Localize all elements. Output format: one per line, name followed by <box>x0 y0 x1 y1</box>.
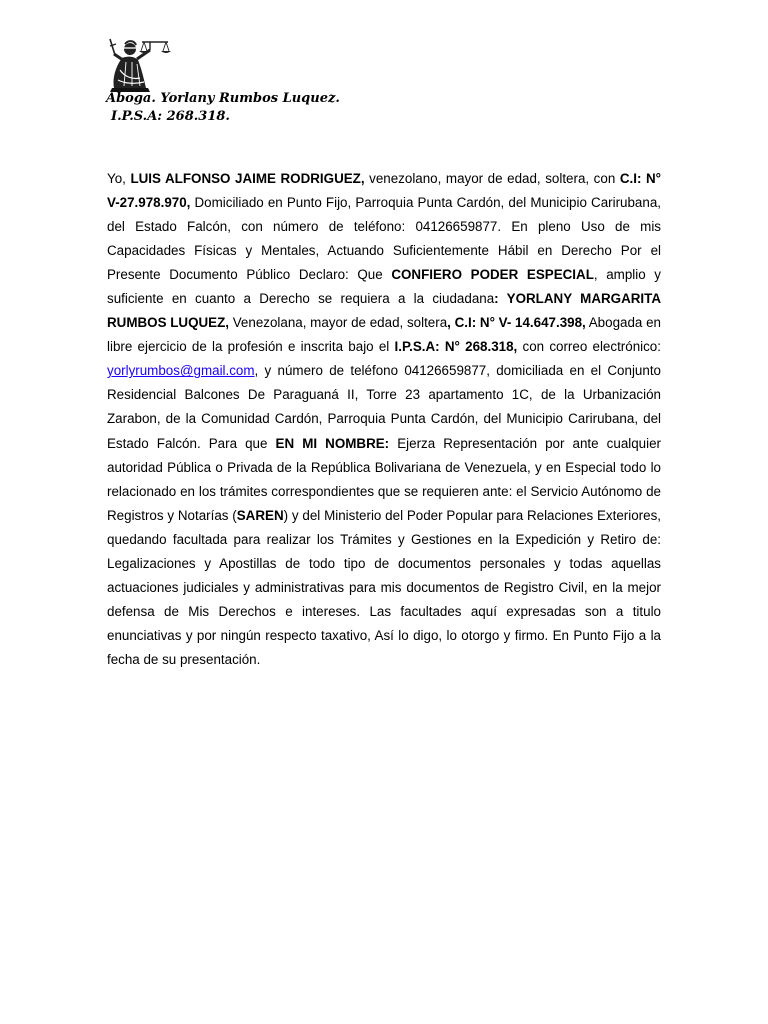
attorney-name: : YORLANY MARGARITA RUMBOS LUQUEZ, <box>107 291 661 331</box>
text-email-label: con correo electrónico: <box>517 339 661 355</box>
text-attorney-address: , y número de teléfono 04126659877, domiciliada en el Conjunto Residencial Balcones De Paraguaná II, Torre 23 apartamento 1C, de la Urbanización Zarabon, de la Comunidad Cardón, Parroquia Punta Cardón, del Municipio Carirubana, del Estado Falcón. Para que <box>107 363 661 451</box>
grantor-name: LUIS ALFONSO JAIME RODRIGUEZ, <box>130 171 365 186</box>
text-yo: Yo, <box>107 171 131 186</box>
header <box>106 90 340 126</box>
text-ciudadana: , amplio y suficiente en cuanto a Derecho se requiera a la ciudadana <box>107 267 662 307</box>
grantor-ci: C.I: N° V-27.978.970, <box>107 171 661 211</box>
attorney-ci: , C.I: N° V- 14.647.398, <box>447 315 586 331</box>
lady-justice-icon <box>106 36 174 94</box>
lawyer-ipsa: I.P.S.A: 268.318. <box>111 109 230 124</box>
lawyer-name: Aboga. Yorlany Rumbos Luquez. <box>106 91 340 106</box>
saren-label: SAREN <box>236 507 284 523</box>
text-attorney-profession: Abogada en libre ejercicio de la profesión e inscrita bajo el <box>107 315 661 355</box>
email-link[interactable]: yorlyrumbos@gmail.com <box>107 363 255 379</box>
text-closing: ) y del Ministerio del Poder Popular para Relaciones Exteriores, quedando facultada para realizar los Trámites y Gestiones en la Expedición y Retiro de: Legalizaciones y Apostillas de todo tipo de documentos personales y todas aquellas actuaciones judiciales y administrativas para mis documentos de Registro Civil, en la mejor defensa de Mis Derechos e intereses. Las facultades aquí expresadas son a titulo enunciativas y por ningún respecto taxativo, Así lo digo, lo otorgo y firmo. En Punto Fijo a la fecha de su presentación. <box>107 507 662 667</box>
text-representation: Ejerza Representación por ante cualquier autoridad Pública o Privada de la República Bolivariana de Venezuela, y en Especial todo lo relacionado en los trámites correspondientes que se requieren ante: el Servicio Autónomo de Registros y Notarías ( <box>107 435 662 523</box>
text-grantor-details: venezolano, mayor de edad, soltera, con <box>364 171 620 186</box>
attorney-ipsa: I.P.S.A: N° 268.318, <box>394 339 518 355</box>
power-of-attorney-title: CONFIERO PODER ESPECIAL <box>391 267 594 283</box>
en-mi-nombre: EN MI NOMBRE: <box>275 435 390 451</box>
document-body <box>107 167 661 672</box>
text-attorney-details: Venezolana, mayor de edad, soltera <box>229 315 448 331</box>
text-domicile-declaration: Domiciliado en Punto Fijo, Parroquia Punta Cardón, del Municipio Carirubana, del Estado Falcón, con número de teléfono: 04126659877. En pleno Uso de mis Capacidades Físicas y Mentales, Actuando Suficientemente Hábil en Derecho Por el Presente Documento Público Declaro: Que <box>107 195 661 283</box>
